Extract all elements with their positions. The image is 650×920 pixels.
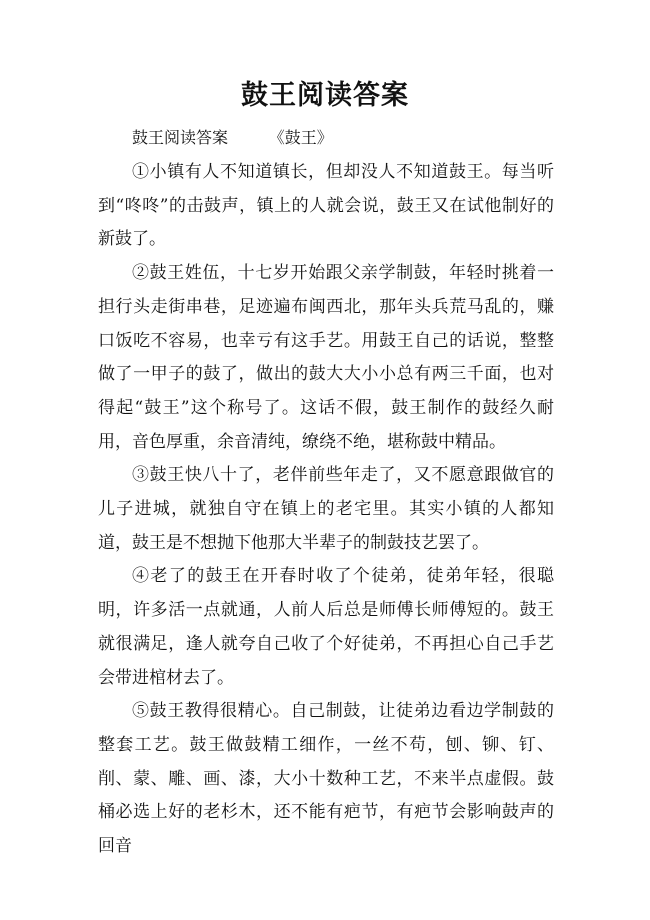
document-title: 鼓王阅读答案 xyxy=(241,80,409,111)
paragraph-5: ⑤鼓王教得很精心。自己制鼓，让徒弟边看边学制鼓的整套工艺。鼓王做鼓精工细作，一丝不苟，刨、铆、钉、削、蒙、雕、画、漆，大小十数种工艺，不来半点虚假。鼓桶必选上好的老杉木，还不能有疤节，有疤节会影响鼓声的回音 xyxy=(98,701,554,857)
paragraph-2: ②鼓王姓伍，十七岁开始跟父亲学制鼓，年轻时挑着一担行头走街串巷，足迹遍布闽西北，那年头兵荒马乱的，赚口饭吃不容易，也幸亏有这手艺。用鼓王自己的话说，整整做了一甲子的鼓了，做出的鼓大大小小总有两三千面，也对得起“鼓王”这个称号了。这话不假，鼓王制作的鼓经久耐用，音色厚重，余音清纯，缭绕不绝，堪称鼓中精品。 xyxy=(98,263,554,452)
paragraph-3: ③鼓王快八十了，老伴前些年走了，又不愿意跟做官的儿子进城，就独自守在镇上的老宅里。其实小镇的人都知道，鼓王是不想抛下他那大半辈子的制鼓技艺罢了。 xyxy=(98,465,554,553)
paragraph-1: ①小镇有人不知道镇长，但却没人不知道鼓王。每当听到“咚咚”的击鼓声，镇上的人就会说，鼓王又在试他制好的新鼓了。 xyxy=(98,162,554,250)
document-subtitle: 鼓王阅读答案 《鼓王》 xyxy=(132,128,333,147)
paragraph-4: ④老了的鼓王在开春时收了个徒弟，徒弟年轻，很聪明，许多活一点就通，人前人后总是师傅长师傅短的。鼓王就很满足，逢人就夸自己收了个好徒弟，不再担心自己手艺会带进棺材去了。 xyxy=(98,566,554,688)
document-body xyxy=(98,156,554,864)
